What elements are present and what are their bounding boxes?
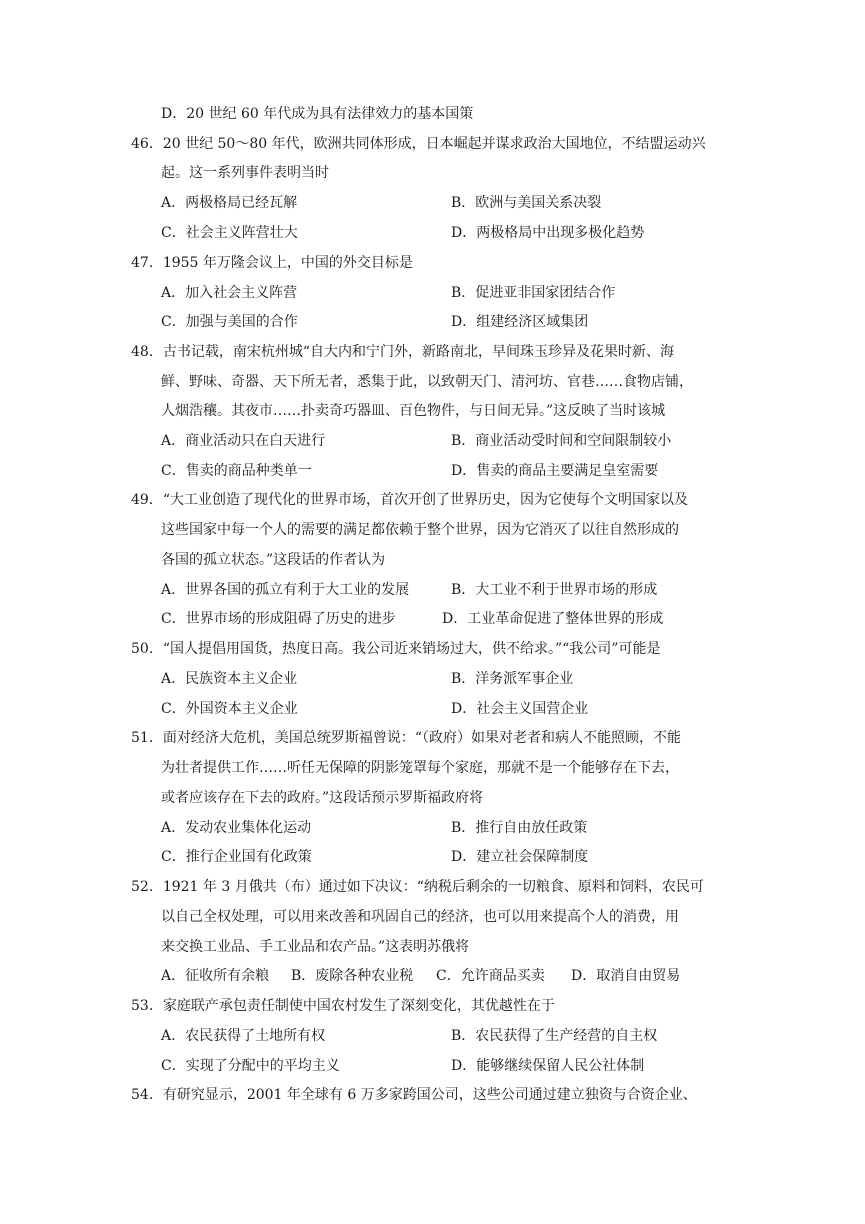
q47-stem-line-1: 47．1955 年万隆会议上，中国的外交目标是 bbox=[131, 255, 413, 271]
q48-stem-line-1: 48．古书记载，南宋杭州城“自大内和宁门外，新路南北，早间珠玉珍异及花果时新、海 bbox=[131, 344, 674, 360]
q51-option-a: A．发动农业集体化运动 bbox=[161, 820, 312, 836]
q50-option-a: A．民族资本主义企业 bbox=[161, 671, 298, 687]
q47-option-c: C．加强与美国的合作 bbox=[161, 314, 298, 330]
q52-stem-line-3: 来交换工业品、手工业品和农产品。”这表明苏俄将 bbox=[161, 939, 470, 955]
q52-stem-line-1: 52．1921 年 3 月俄共（布）通过如下决议：“纳税后剩余的一切粮食、原料和饲料，农民可 bbox=[131, 879, 704, 895]
q46-stem-line-2: 起。这一系列事件表明当时 bbox=[161, 165, 329, 181]
q46-stem-line-1: 46．20 世纪 50～80 年代，欧洲共同体形成，日本崛起并谋求政治大国地位，不结盟运动兴 bbox=[131, 136, 706, 152]
q48-option-a: A．商业活动只在白天进行 bbox=[161, 433, 326, 449]
q47-option-d: D．组建经济区域集团 bbox=[451, 314, 589, 330]
q51-stem-line-1: 51．面对经济大危机，美国总统罗斯福曾说：“（政府）如果对老者和病人不能照顾，不能 bbox=[131, 730, 681, 746]
q50-option-b: B．洋务派军事企业 bbox=[451, 671, 574, 687]
q53-option-d: D．能够继续保留人民公社体制 bbox=[451, 1058, 645, 1074]
q46-option-b: B．欧洲与美国关系决裂 bbox=[451, 195, 602, 211]
q48-option-b: B．商业活动受时间和空间限制较小 bbox=[451, 433, 672, 449]
q48-stem-line-3: 人烟浩穰。其夜市……扑卖奇巧器皿、百色物件，与日间无异。”这反映了当时该城 bbox=[161, 403, 666, 419]
q52-option-d: D．取消自由贸易 bbox=[571, 968, 681, 984]
q46-option-c: C．社会主义阵营壮大 bbox=[161, 225, 298, 241]
q48-option-d: D．售卖的商品主要满足皇室需要 bbox=[451, 463, 659, 479]
q49-stem-line-3: 各国的孤立状态。”这段话的作者认为 bbox=[161, 552, 386, 568]
q53-option-a: A．农民获得了土地所有权 bbox=[161, 1028, 326, 1044]
q50-option-d: D．社会主义国营企业 bbox=[451, 701, 589, 717]
q53-option-c: C．实现了分配中的平均主义 bbox=[161, 1058, 340, 1074]
q52-stem-line-2: 以自己全权处理，可以用来改善和巩固自己的经济，也可以用来提高个人的消费，用 bbox=[161, 909, 679, 925]
q46-option-d: D．两极格局中出现多极化趋势 bbox=[451, 225, 645, 241]
q46-option-a: A．两极格局已经瓦解 bbox=[161, 195, 298, 211]
q50-option-c: C．外国资本主义企业 bbox=[161, 701, 298, 717]
q49-option-d: D．工业革命促进了整体世界的形成 bbox=[442, 611, 664, 627]
q47-option-a: A．加入社会主义阵营 bbox=[161, 285, 298, 301]
q53-option-b: B．农民获得了生产经营的自主权 bbox=[451, 1028, 658, 1044]
q48-stem-line-2: 鲜、野味、奇器、天下所无者，悉集于此，以致朝天门、清河坊、官巷……食物店铺， bbox=[161, 374, 693, 390]
q51-stem-line-2: 为壮者提供工作……听任无保障的阴影笼罩每个家庭，那就不是一个能够存在下去， bbox=[161, 760, 679, 776]
q52-option-c: C．允许商品买卖 bbox=[436, 968, 545, 984]
q52-option-b: B．废除各种农业税 bbox=[291, 968, 414, 984]
q54-stem-line-1: 54．有研究显示，2001 年全球有 6 万多家跨国公司，这些公司通过建立独资与合资企业、 bbox=[131, 1087, 697, 1103]
q49-option-a: A．世界各国的孤立有利于大工业的发展 bbox=[161, 582, 410, 598]
q49-stem-line-1: 49．“大工业创造了现代化的世界市场，首次开创了世界历史，因为它使每个文明国家以及 bbox=[131, 492, 688, 508]
prev-question-option-d: D．20 世纪 60 年代成为具有法律效力的基本国策 bbox=[161, 106, 474, 122]
q51-option-d: D．建立社会保障制度 bbox=[451, 849, 589, 865]
q53-stem-line-1: 53．家庭联产承包责任制使中国农村发生了深刻变化，其优越性在于 bbox=[131, 998, 555, 1014]
q51-stem-line-3: 或者应该存在下去的政府。”这段话预示罗斯福政府将 bbox=[161, 790, 484, 806]
q50-stem-line-1: 50．“国人提倡用国货，热度日高。我公司近来销场过大，供不给求。”“我公司”可能是 bbox=[131, 641, 661, 657]
q52-option-a: A．征收所有余粮 bbox=[161, 968, 270, 984]
q48-option-c: C．售卖的商品种类单一 bbox=[161, 463, 312, 479]
q51-option-c: C．推行企业国有化政策 bbox=[161, 849, 312, 865]
q49-option-b: B．大工业不利于世界市场的形成 bbox=[451, 582, 658, 598]
q49-stem-line-2: 这些国家中每一个人的需要的满足都依赖于整个世界，因为它消灭了以往自然形成的 bbox=[161, 522, 679, 538]
q47-option-b: B．促进亚非国家团结合作 bbox=[451, 285, 616, 301]
q51-option-b: B．推行自由放任政策 bbox=[451, 820, 588, 836]
q49-option-c: C．世界市场的形成阻碍了历史的进步 bbox=[161, 611, 396, 627]
